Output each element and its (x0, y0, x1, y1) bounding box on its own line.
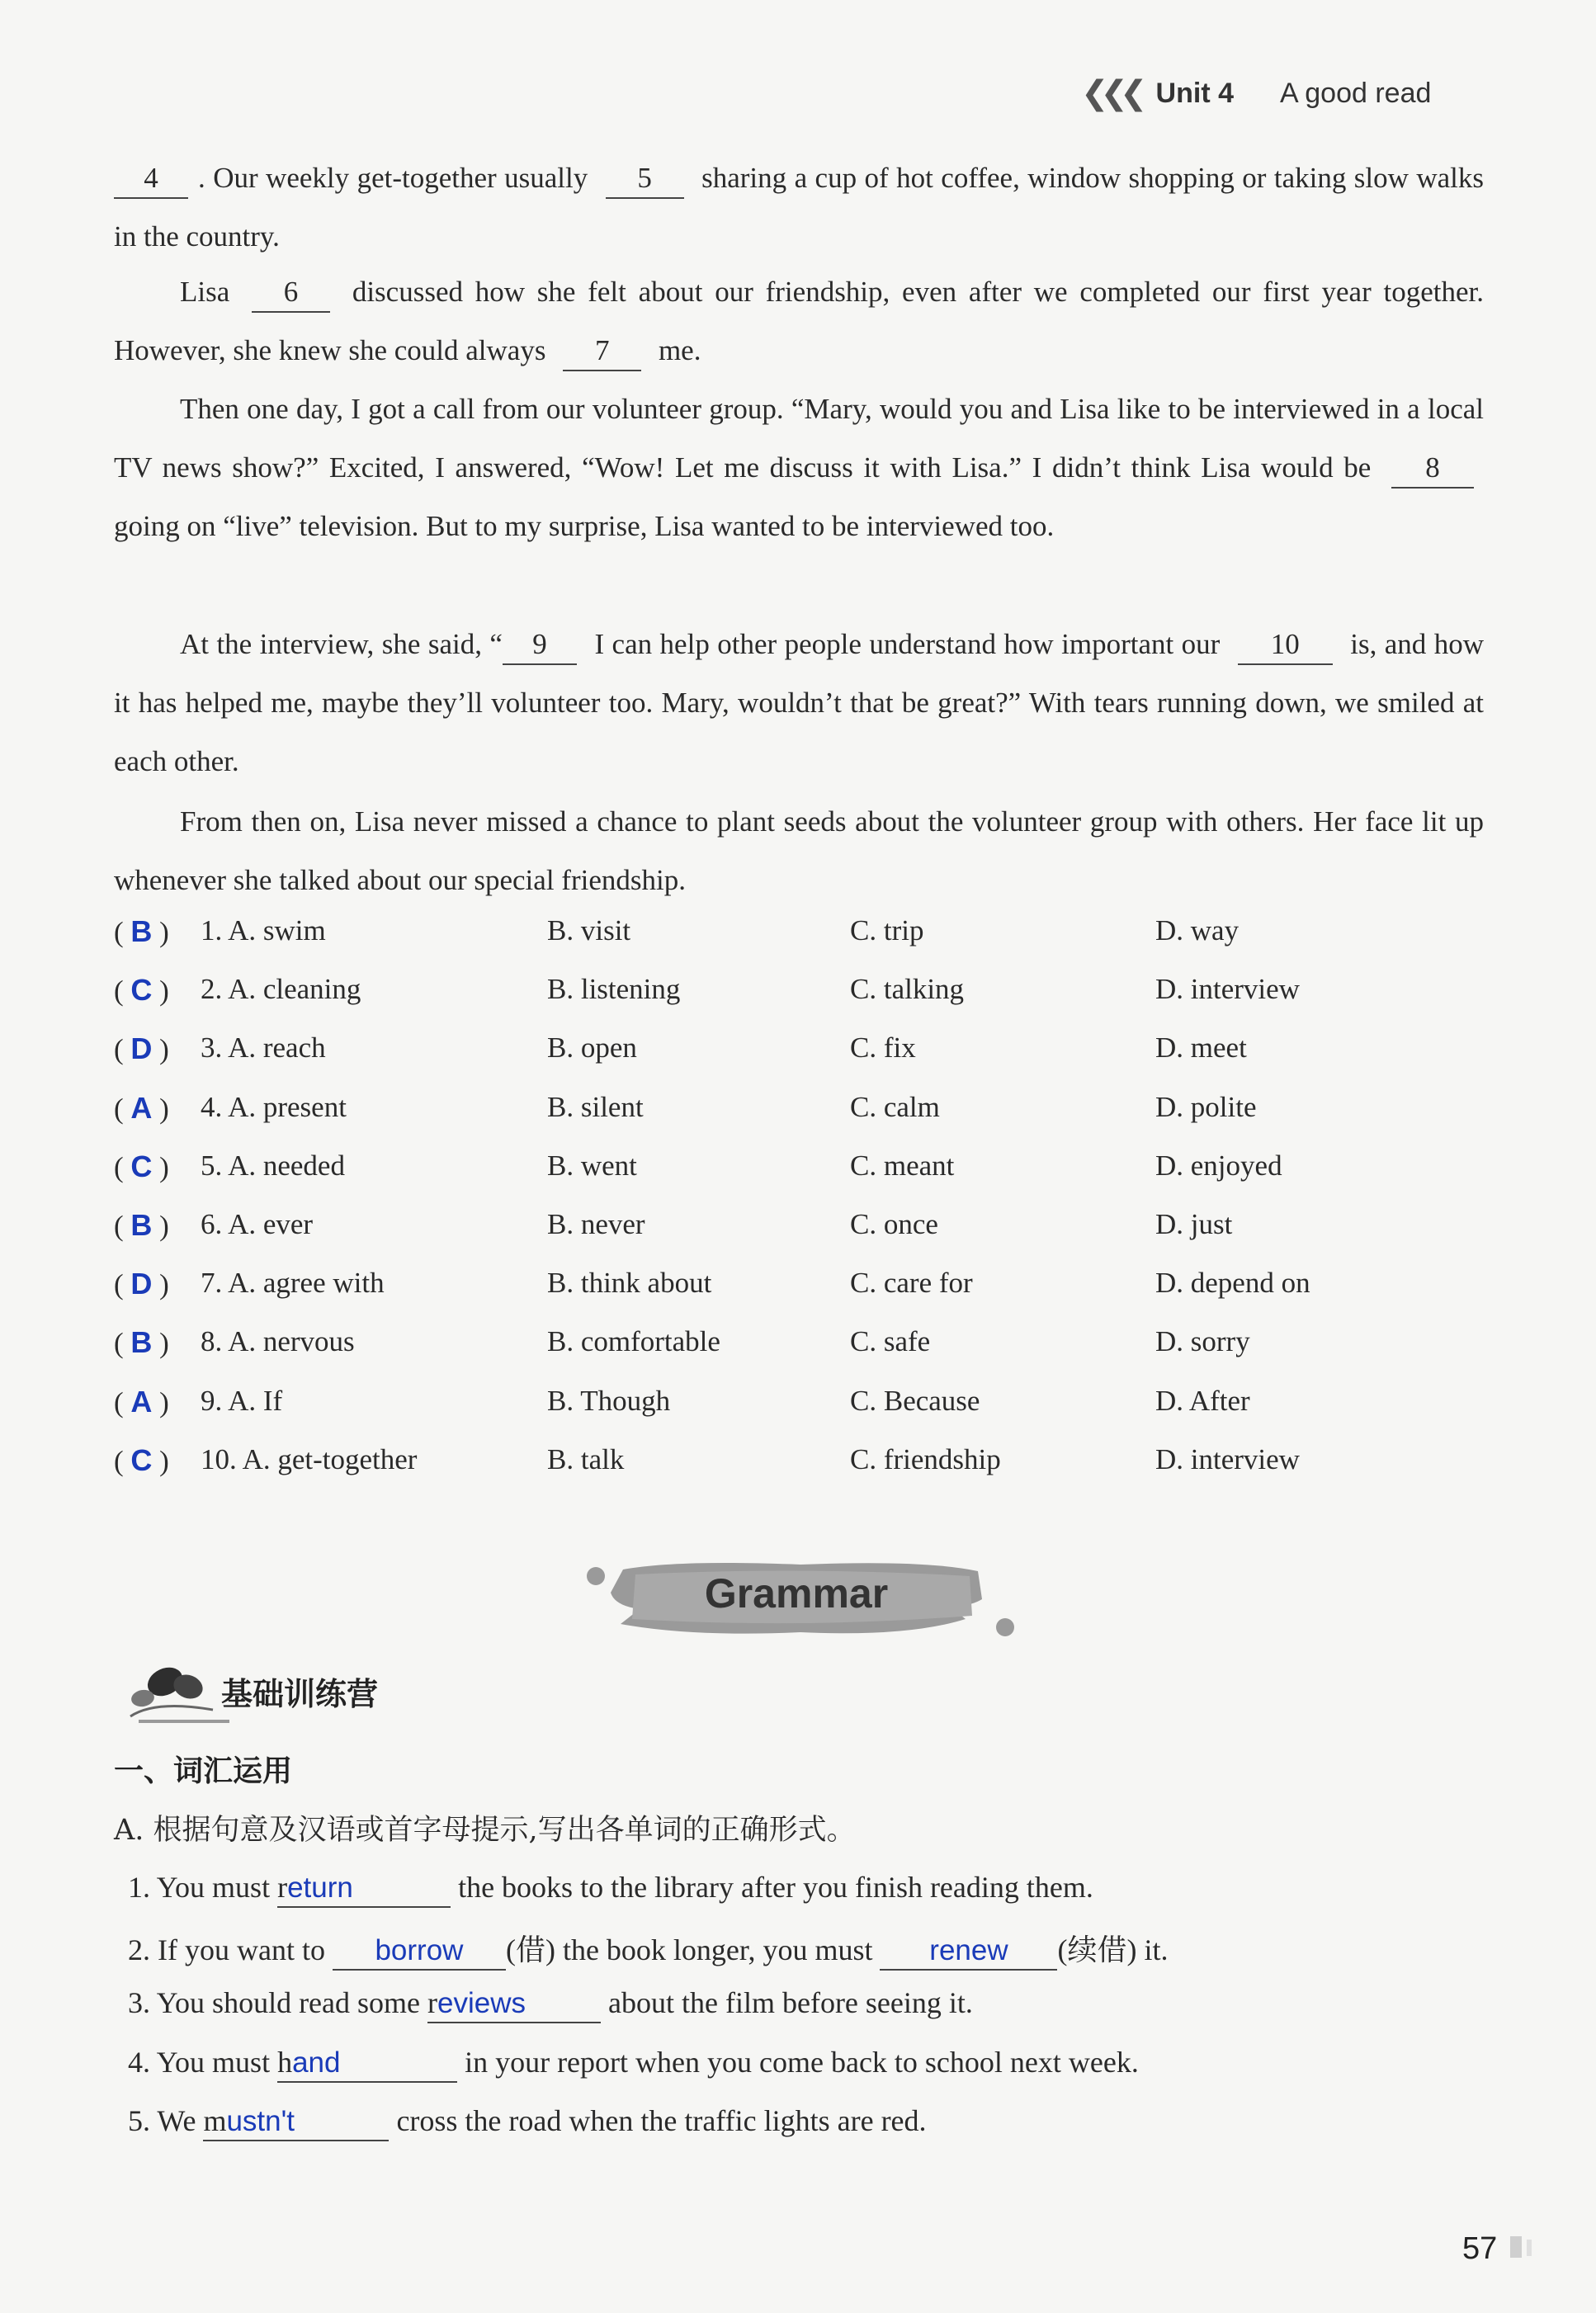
option-c: C. fix (850, 1031, 916, 1064)
option-c: C. safe (850, 1325, 931, 1358)
option-b: B. Though (547, 1384, 671, 1417)
answer-blank-4: hand (277, 2044, 457, 2083)
vocab-question-3: 3. You should read some reviews about the film before seeing it. (128, 1985, 973, 2023)
answer-paren: ( D ) (114, 1031, 169, 1066)
unit-label: Unit 4 (1155, 77, 1234, 109)
answer-paren: ( A ) (114, 1090, 169, 1125)
section-header (114, 1659, 510, 1725)
blank-8: 8 (1391, 449, 1474, 489)
option-row (114, 1084, 1517, 1143)
answer-paren: ( D ) (114, 1267, 169, 1301)
option-a: 5. A. needed (201, 1149, 345, 1182)
option-b: B. open (547, 1031, 637, 1064)
chevron-left-icon: ❮❮❮ (1081, 75, 1140, 111)
option-b: B. silent (547, 1090, 644, 1123)
vocab-question-5: 5. We mustn't cross the road when the traffic lights are red. (128, 2103, 927, 2141)
option-row (114, 1201, 1517, 1260)
option-row (114, 1143, 1517, 1201)
option-row (114, 1378, 1517, 1437)
page-edge-mark-2 (1527, 2240, 1532, 2256)
option-a: 10. A. get-together (201, 1442, 418, 1475)
option-b: B. went (547, 1149, 637, 1182)
option-a: 6. A. ever (201, 1207, 314, 1240)
option-row (114, 1437, 1517, 1495)
option-c: C. friendship (850, 1442, 1001, 1475)
option-d: D. depend on (1155, 1267, 1310, 1300)
option-c: C. talking (850, 973, 965, 1006)
blank-7: 7 (563, 332, 641, 371)
blank-6: 6 (252, 273, 330, 313)
answer-blank-2b: renew (880, 1932, 1057, 1971)
option-b: B. never (547, 1207, 645, 1240)
option-d: D. interview (1155, 1442, 1300, 1475)
passage-paragraph-2: Lisa 6 discussed how she felt about our friendship, even after we completed our first year together. However, she knew she could always 7 me. (114, 262, 1484, 380)
option-a: 7. A. agree with (201, 1267, 385, 1300)
option-b: B. visit (547, 914, 631, 946)
answer-blank-3: reviews (427, 1985, 601, 2023)
answer-blank-1: return (277, 1869, 451, 1908)
option-c: C. care for (850, 1267, 973, 1300)
choice-options (114, 908, 1517, 1495)
option-c: C. meant (850, 1149, 955, 1182)
page-number: 57 (1462, 2231, 1498, 2266)
part-title: 一、词汇运用 (114, 1754, 293, 1788)
option-a: 9. A. If (201, 1384, 283, 1417)
option-d: D. interview (1155, 973, 1300, 1006)
vocab-question-2: 2. If you want to borrow (借) the book longer, you must renew (续借) it. (128, 1927, 1168, 1971)
passage-paragraph-4: At the interview, she said, “ 9 I can help other people understand how important our 10 is, and how it has helped me, maybe they’ll volunteer too. Mary, wouldn’t that be great?” With tears running down, we smiled at each other. (114, 615, 1484, 791)
instruction: A. 根据句意及汉语或首字母提示,写出各单词的正确形式。 (114, 1814, 856, 1847)
option-row (114, 1025, 1517, 1083)
unit-title: A good read (1280, 77, 1432, 109)
grammar-banner (578, 1551, 1015, 1650)
option-c: C. trip (850, 914, 924, 946)
leaf-icon (114, 1659, 229, 1725)
option-d: D. sorry (1155, 1325, 1250, 1358)
passage-paragraph-1: 4 . Our weekly get-together usually 5 sharing a cup of hot coffee, window shopping or taking slow walks in the country. (114, 149, 1484, 266)
answer-blank-5: mustn't (203, 2103, 389, 2141)
page-edge-mark (1510, 2236, 1522, 2258)
option-a: 8. A. nervous (201, 1325, 355, 1358)
answer-paren: ( B ) (114, 914, 169, 948)
option-b: B. comfortable (547, 1325, 720, 1358)
passage-paragraph-3: Then one day, I got a call from our volunteer group. “Mary, would you and Lisa like to be interviewed in a local TV news show?” Excited, I answered, “Wow! Let me discuss it with Lisa.” I didn’t think Lisa would be 8 going on “live” television. But to my surprise, Lisa wanted to be interviewed too. (114, 393, 1484, 542)
option-row (114, 966, 1517, 1025)
passage-paragraph-5: From then on, Lisa never missed a chance to plant seeds about the volunteer group with others. Her face lit up whenever she talked about our special friendship. (114, 805, 1484, 896)
vocab-question-1: 1. You must return the books to the library after you finish reading them. (128, 1869, 1093, 1908)
option-d: D. way (1155, 914, 1239, 946)
section-title: 基础训练营 (221, 1676, 379, 1712)
option-d: D. After (1155, 1384, 1250, 1417)
option-row (114, 908, 1517, 966)
answer-paren: ( C ) (114, 1442, 169, 1477)
option-row (114, 1260, 1517, 1319)
option-a: 2. A. cleaning (201, 973, 361, 1006)
blank-4: 4 (114, 159, 188, 199)
option-a: 1. A. swim (201, 914, 326, 946)
vocab-question-4: 4. You must hand in your report when you come back to school next week. (128, 2044, 1139, 2083)
blank-9: 9 (503, 625, 577, 665)
answer-paren: ( C ) (114, 973, 169, 1008)
option-a: 3. A. reach (201, 1031, 326, 1064)
option-c: C. calm (850, 1090, 940, 1123)
option-b: B. talk (547, 1442, 625, 1475)
answer-paren: ( C ) (114, 1149, 169, 1183)
option-c: C. Because (850, 1384, 980, 1417)
blank-10: 10 (1238, 625, 1333, 665)
answer-paren: ( A ) (114, 1384, 169, 1418)
answer-blank-2a: borrow (333, 1932, 506, 1971)
option-d: D. just (1155, 1207, 1233, 1240)
option-b: B. think about (547, 1267, 712, 1300)
answer-paren: ( B ) (114, 1325, 169, 1360)
option-d: D. polite (1155, 1090, 1257, 1123)
option-d: D. meet (1155, 1031, 1247, 1064)
option-c: C. once (850, 1207, 938, 1240)
option-a: 4. A. present (201, 1090, 347, 1123)
grammar-title: Grammar (704, 1570, 889, 1617)
answer-paren: ( B ) (114, 1207, 169, 1242)
option-b: B. listening (547, 973, 681, 1006)
option-d: D. enjoyed (1155, 1149, 1282, 1182)
page-header (1081, 73, 1543, 114)
option-row (114, 1319, 1517, 1377)
blank-5: 5 (606, 159, 684, 199)
